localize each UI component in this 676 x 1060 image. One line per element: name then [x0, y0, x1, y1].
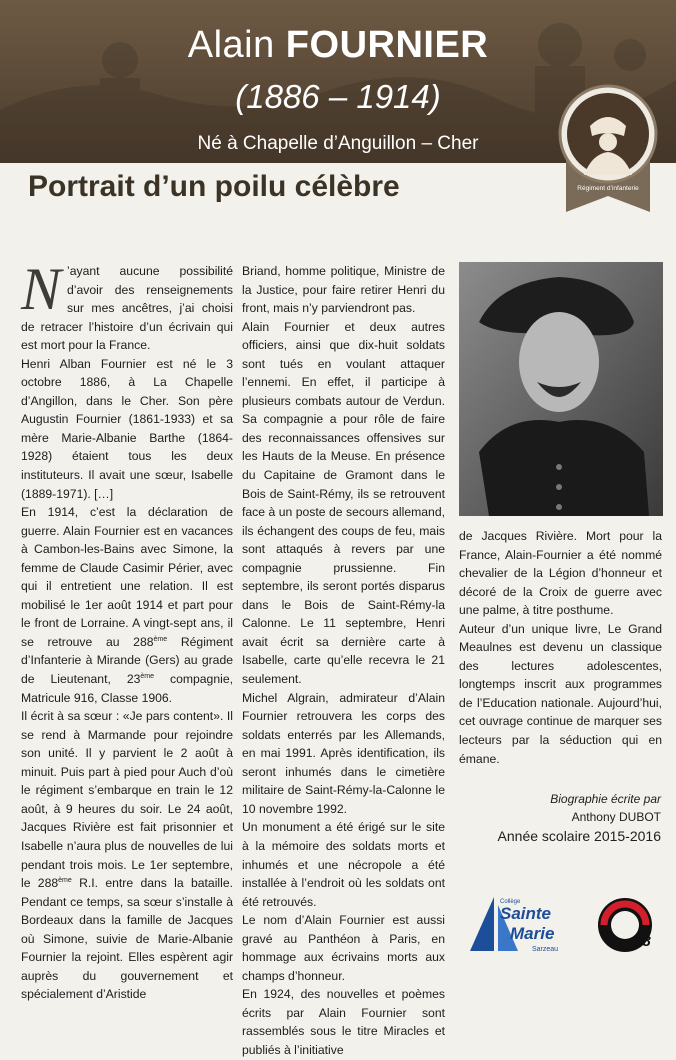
paragraph-intro: N ’ayant aucune possibilité d’avoir des renseignements sur mes ancêtres, j’ai choisi de retracer l’histoire d’un écrivain qui est mort pour la France. — [21, 256, 233, 353]
badge-text: Régiment d’infanterie — [577, 185, 639, 192]
svg-text:18: 18 — [634, 933, 651, 950]
paragraph-death: Alain Fournier et deux autres officiers, ainsi que dix-huit soldats sont tués en voulant attaquer l’ennemi. En effet, il participe à plusieurs combats autour de Verdun. Sa compagnie a pour rôle de faire des reconnaissances offensives sur les Hauts de la Meuse. En présence du Capitaine de Gramont dans le Bois de Saint-Rémy, ils se retrouvent face à un poste de secours allemand, ils échangent des coups de feu, mais sont attaqués à revers par une compagnie prussienne. Fin septembre, ils seront portés disparus dans le Bois de Saint-Rémy-la Calonne. Le 11 septembre, Henri avait écrit sa dernière carte à Isabelle, carte qu’elle recevra le 21 seulement. — [242, 319, 445, 687]
regiment-badge-icon — [552, 80, 664, 218]
signature-year: Année scolaire 2015-2016 — [497, 828, 661, 844]
author-birthplace: Né à Chapelle d’Anguillon – Cher — [197, 133, 479, 154]
svg-text:Sainte: Sainte — [500, 904, 552, 923]
paragraph-algrain: Michel Algrain, admirateur d’Alain Fournier retrouvera les corps des soldats enterrés par les Allemands, en mai 1991. Après identification, ils seront inhumés dans le cimetière militaire de Saint-Rémy-la-Calonne le 10 novembre 1992. — [242, 690, 445, 816]
portrait-photo — [459, 262, 663, 516]
centenary-logo — [596, 896, 654, 954]
paragraph-pantheon: Le nom d’Alain Fournier est aussi gravé au Panthéon à Paris, en hommage aux écrivains morts aux champs d’honneur. — [242, 913, 445, 983]
svg-text:Marie: Marie — [510, 924, 555, 943]
paragraph-honours: de Jacques Rivière. Mort pour la France, Alain-Fournier a été nommé chevalier de la Légion d’honneur et décoré de la Croix de guerre avec une palme, à titre posthume. — [459, 529, 662, 618]
paragraph-monument: Un monument a été érigé sur le site à la mémoire des soldats morts et inhumés et une nécropole a été installée à l’endroit où les soldats ont été retrouvés. — [242, 820, 445, 909]
svg-text:Collège: Collège — [500, 899, 521, 905]
paragraph-meaulnes: Auteur d’un unique livre, Le Grand Meaulnes est devenu un classique des lectures adolescentes, longtemps inscrit aux programmes de l’Education nationale. Aujourd’hui, cet ouvrage continue de marquer ses lecteurs par la séduction qui en émane. — [459, 621, 662, 766]
paragraph-war: En 1914, c’est la déclaration de guerre. Alain Fournier est en vacances à Cambon-les-Bains avec Simone, la femme de Claude Casimir Périer, avec qui il entretient une relation. Il est mobilisé le 1er août 1914 et part pour le front de Lorraine. A vingt-sept ans, il se retrouve au 288ème Régiment d’Infanterie à Mirande (Gers) au grade de Lieutenant, 23ème compagnie, Matricule 916, Classe 1906. — [21, 505, 233, 705]
signature-caption: Biographie écrite par — [550, 792, 661, 806]
author-name: Alain FOURNIER — [187, 24, 489, 66]
paragraph-miracles: En 1924, des nouvelles et poèmes écrits par Alain Fournier sont rassemblés sous le titre Miracles et publiés à l’initiative — [242, 987, 445, 1057]
text-column-2 — [242, 262, 445, 1060]
text-column-1 — [21, 256, 233, 1004]
text-column-3 — [459, 527, 662, 768]
dropcap: N — [21, 256, 62, 322]
page-title: Portrait d’un poilu célèbre — [28, 170, 400, 203]
author-dates: (1886 – 1914) — [235, 78, 441, 115]
paragraph-birth: Henri Alban Fournier est né le 3 octobre 1886, à La Chapelle d’Angillon, dans le Cher. Son père Augustin Fournier (1861-1933) et sa mère Marie-Albanie Barthe (1864-1928) étaient tous les deux instituteurs. Il avait une sœur, Isabelle (1889-1971). […] — [21, 356, 233, 501]
svg-text:Sarzeau: Sarzeau — [532, 946, 559, 953]
signature-author: Anthony DUBOT — [571, 810, 661, 824]
paragraph-briand: Briand, homme politique, Ministre de la Justice, pour faire retirer Henri du front, mais n’y parviendront pas. — [242, 264, 445, 316]
paragraph-letter: Il écrit à sa sœur : «Je pars content». Il se rend à Marmande pour rejoindre son unité. Il y parvient le 2 août à minuit. Puis part à pied pour Auch d’où le régiment s’embarque en train le 12 août, à 9 heures du soir. Le 24 août, Jacques Rivière est fait prisonnier et Isabelle n’aura plus de nouvelles de lui pendant trois mois. Le 1er septembre, le 288ème R.I. entre dans la bataille. Pendant ce temps, sa sœur s’installe à Bordeaux dans la famille de Jacques où Simone, suivie de Marie-Albanie Fournier la rejoint. Elles espèrent agir auprès du gouvernement et spécialement d’Aristide — [21, 709, 233, 1002]
school-logo — [466, 893, 566, 955]
